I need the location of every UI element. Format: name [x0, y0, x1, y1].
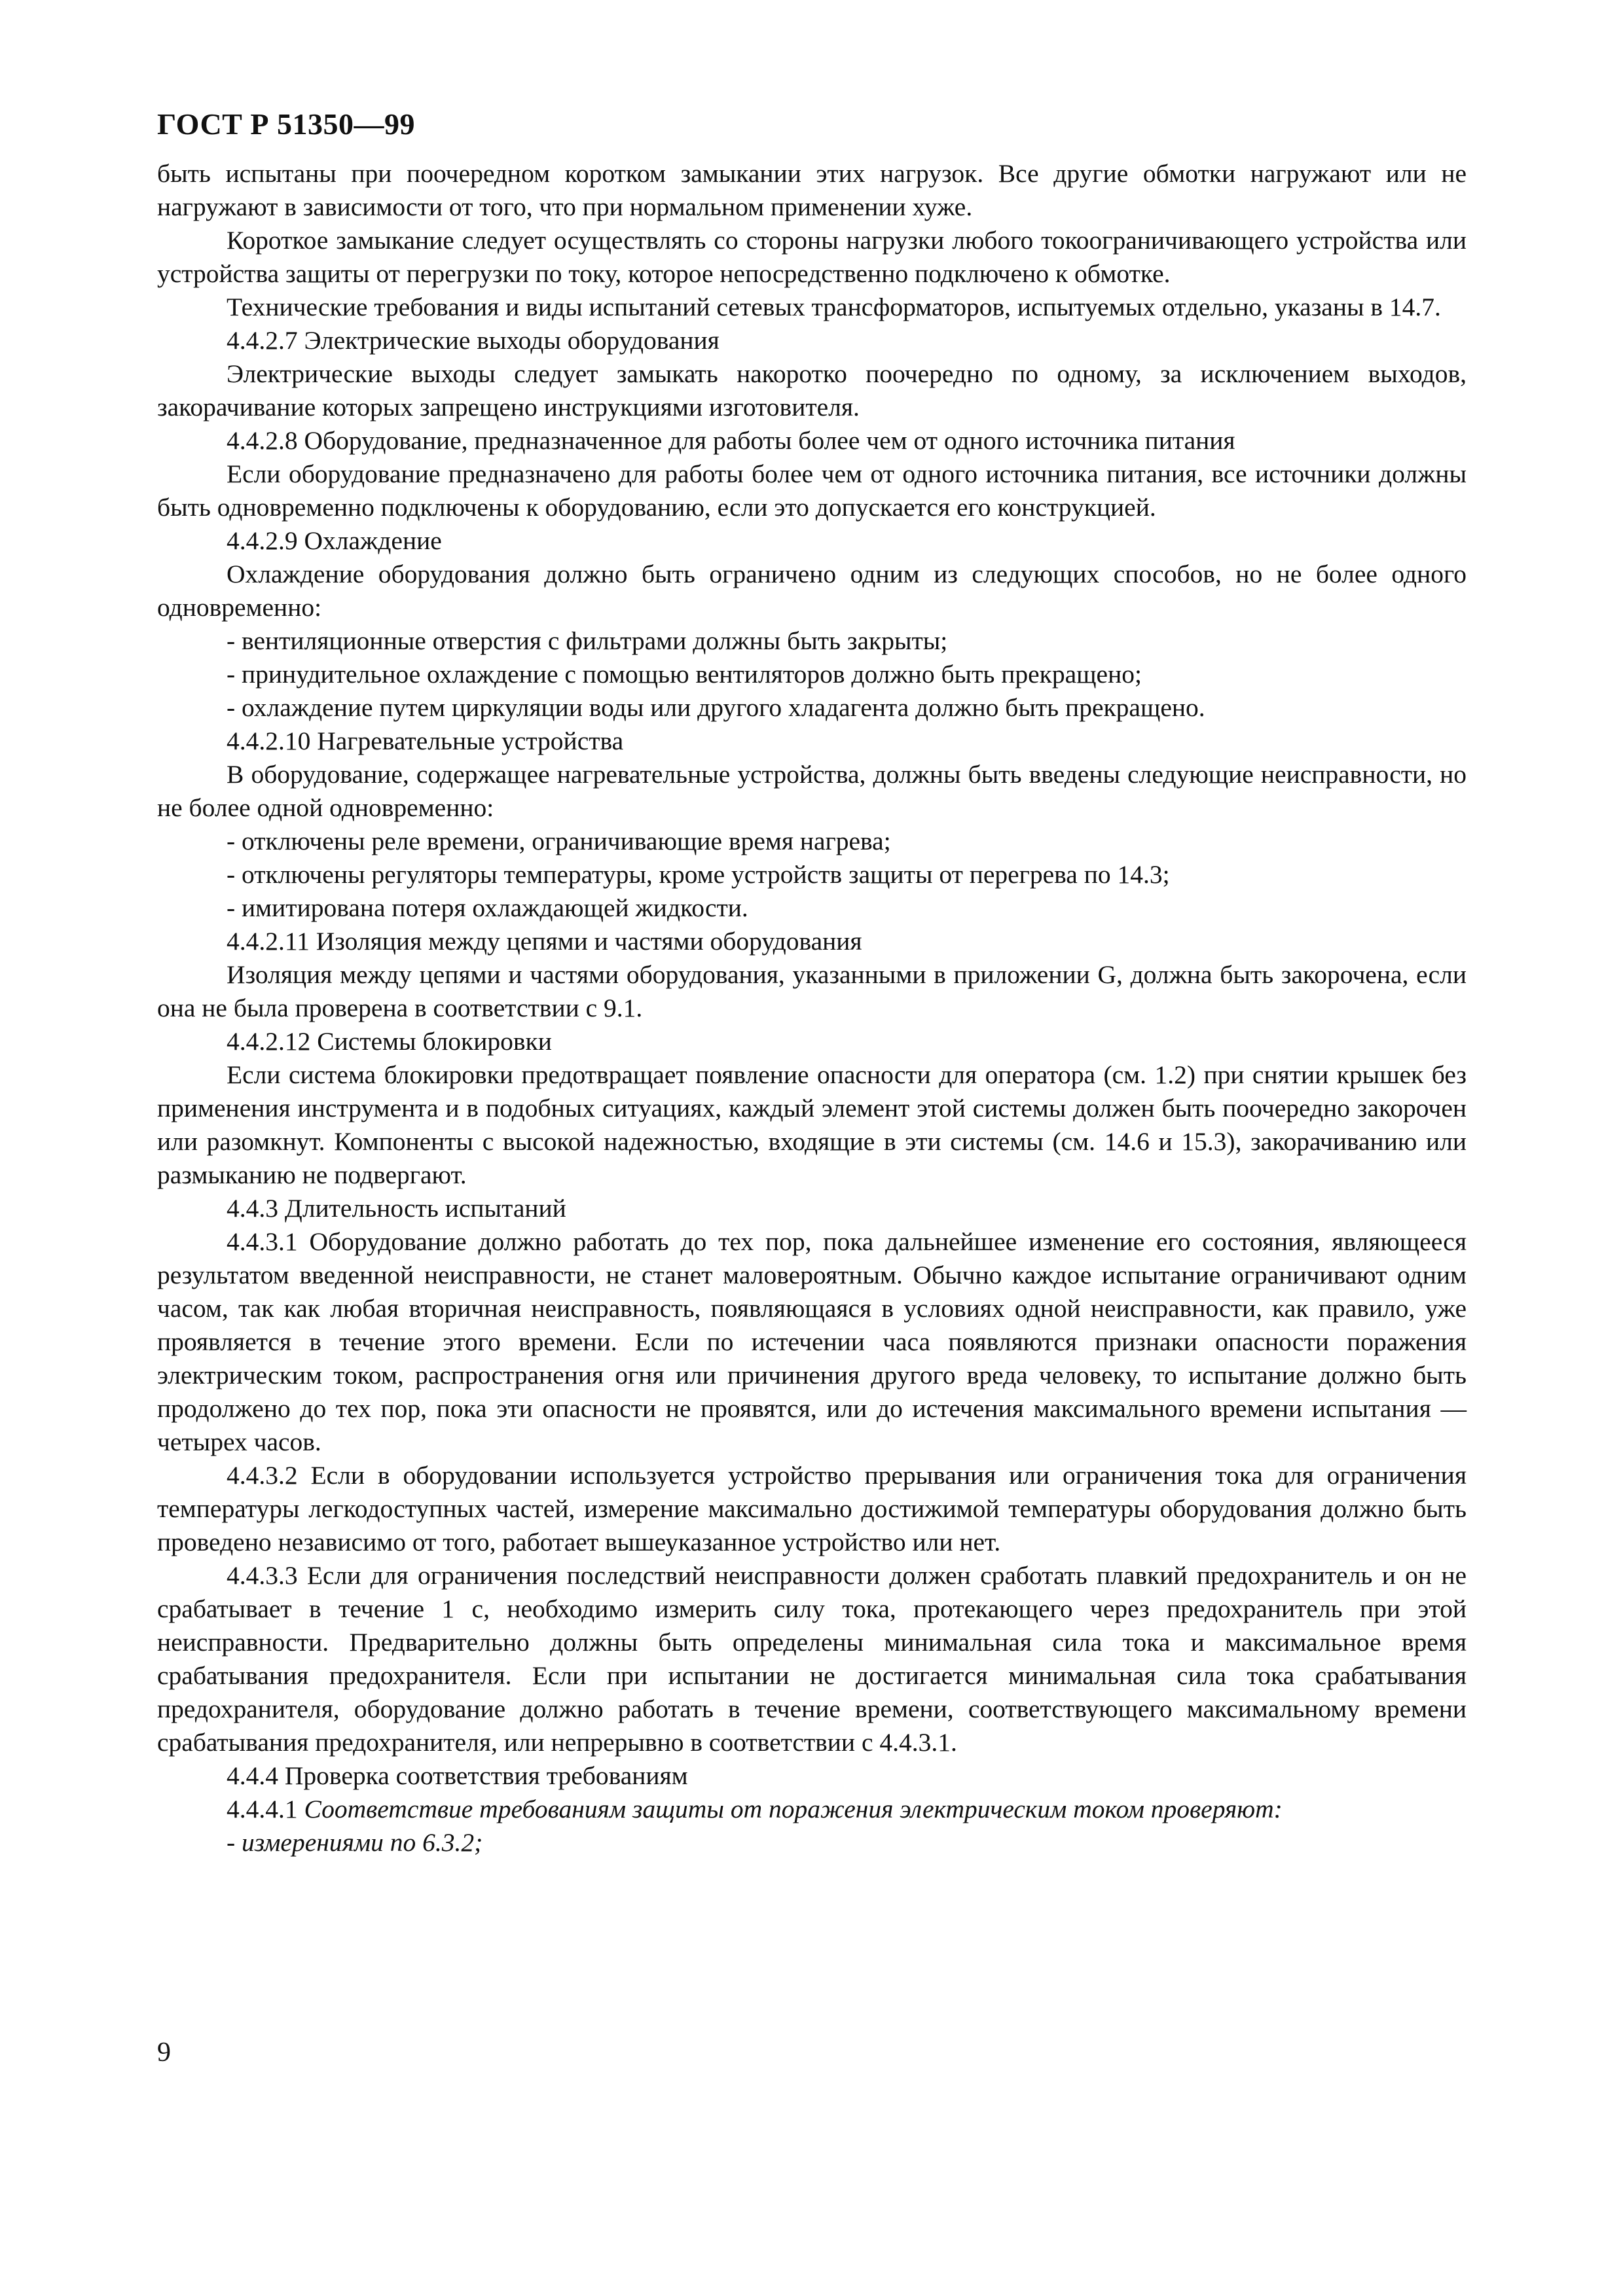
list-item: - измерениями по 6.3.2; [227, 1828, 483, 1857]
document-header: ГОСТ Р 51350—99 [157, 107, 415, 141]
paragraph: Электрические выходы следует замыкать накоротко поочередно по одному, за исключением выходов, закорачивание которых запрещено инструкциями изготовителя. [157, 359, 1467, 422]
paragraph: 4.4.2.10 Нагревательные устройства [227, 726, 624, 755]
paragraph: 4.4.2.7 Электрические выходы оборудования [227, 326, 720, 355]
paragraph: В оборудование, содержащее нагревательные устройства, должны быть введены следующие неисправности, но не более одной одновременно: [157, 760, 1467, 822]
paragraph: 4.4.2.9 Охлаждение [227, 526, 442, 555]
list-item: - отключены регуляторы температуры, кроме устройств защиты от перегрева по 14.3; [227, 860, 1170, 889]
paragraph: 4.4.3 Длительность испытаний [227, 1194, 566, 1223]
document-body [157, 157, 1467, 1859]
clause-4-4-4-1 [157, 1793, 1467, 1826]
paragraph: Технические требования и виды испытаний сетевых трансформаторов, испытуемых отдельно, указаны в 14.7. [227, 293, 1441, 321]
paragraph: Если система блокировки предотвращает появление опасности для оператора (см. 1.2) при снятии крышек без применения инструмента и в подобных ситуациях, каждый элемент этой системы должен быть поочередно закорочен или разомкнут. Компоненты с высокой надежностью, входящие в эти системы (см. 14.6 и 15.3), закорачиванию или размыканию не подвергают. [157, 1060, 1467, 1189]
list-item: - отключены реле времени, ограничивающие время нагрева; [227, 827, 891, 855]
page-number: 9 [157, 2037, 171, 2068]
list-item: - охлаждение путем циркуляции воды или другого хладагента должно быть прекращено. [227, 693, 1205, 722]
paragraph: Если оборудование предназначено для работы более чем от одного источника питания, все источники должны быть одновременно подключены к оборудованию, если это допускается его конструкцией. [157, 459, 1467, 522]
paragraph: 4.4.3.1 Оборудование должно работать до тех пор, пока дальнейшее изменение его состояния, являющееся результатом введенной неисправности, не станет маловероятным. Обычно каждое испытание ограничивают одним часом, так как любая вторичная неисправность, появляющаяся в условиях одной неисправности, как правило, уже проявляется в течение этого времени. Если по истечении часа появляются признаки опасности поражения электрическим током, распространения огня или причинения другого вреда человеку, то испытание должно быть продолжено до тех пор, пока эти опасности не проявятся, или до истечения максимального времени испытания — четырех часов. [157, 1227, 1467, 1456]
paragraph: Изоляция между цепями и частями оборудования, указанными в приложении G, должна быть закорочена, если она не была проверена в соответствии с 9.1. [157, 960, 1467, 1022]
paragraph: 4.4.2.8 Оборудование, предназначенное для работы более чем от одного источника питания [227, 426, 1235, 455]
paragraph: быть испытаны при поочередном коротком замыкании этих нагрузок. Все другие обмотки нагружают или не нагружают в зависимости от того, что при нормальном применении хуже. [157, 159, 1467, 221]
clause-number: 4.4.4.1 [227, 1795, 304, 1823]
paragraph: 4.4.2.11 Изоляция между цепями и частями оборудования [227, 927, 862, 956]
list-item: - имитирована потеря охлаждающей жидкости. [227, 893, 748, 922]
document-page [157, 105, 1467, 1859]
paragraph: 4.4.2.12 Системы блокировки [227, 1027, 552, 1056]
paragraph: 4.4.3.2 Если в оборудовании используется устройство прерывания или ограничения тока для ограничения температуры легкодоступных частей, измерение максимально достижимой температуры оборудования должно быть проведено независимо от того, работает вышеуказанное устройство или нет. [157, 1461, 1467, 1556]
paragraph: 4.4.3.3 Если для ограничения последствий неисправности должен сработать плавкий предохранитель и он не срабатывает в течение 1 с, необходимо измерить силу тока, протекающего через предохранитель при этой неисправности. Предварительно должны быть определены минимальная сила тока и максимальное время срабатывания предохранителя. Если при испытании не достигается минимальная сила тока срабатывания предохранителя, оборудование должно работать в течение времени, соответствующего максимальному времени срабатывания предохранителя, или непрерывно в соответствии с 4.4.3.1. [157, 1561, 1467, 1757]
paragraph: Охлаждение оборудования должно быть ограничено одним из следующих способов, но не более одного одновременно: [157, 560, 1467, 622]
paragraph: 4.4.4 Проверка соответствия требованиям [227, 1761, 688, 1790]
paragraph: Короткое замыкание следует осуществлять со стороны нагрузки любого токоограничивающего устройства или устройства защиты от перегрузки по току, которое непосредственно подключено к обмотке. [157, 226, 1467, 288]
list-item: - принудительное охлаждение с помощью вентиляторов должно быть прекращено; [227, 660, 1142, 689]
list-item: - вентиляционные отверстия с фильтрами должны быть закрыты; [227, 626, 948, 655]
clause-text: Соответствие требованиям защиты от поражения электрическим током проверяют: [304, 1795, 1283, 1823]
